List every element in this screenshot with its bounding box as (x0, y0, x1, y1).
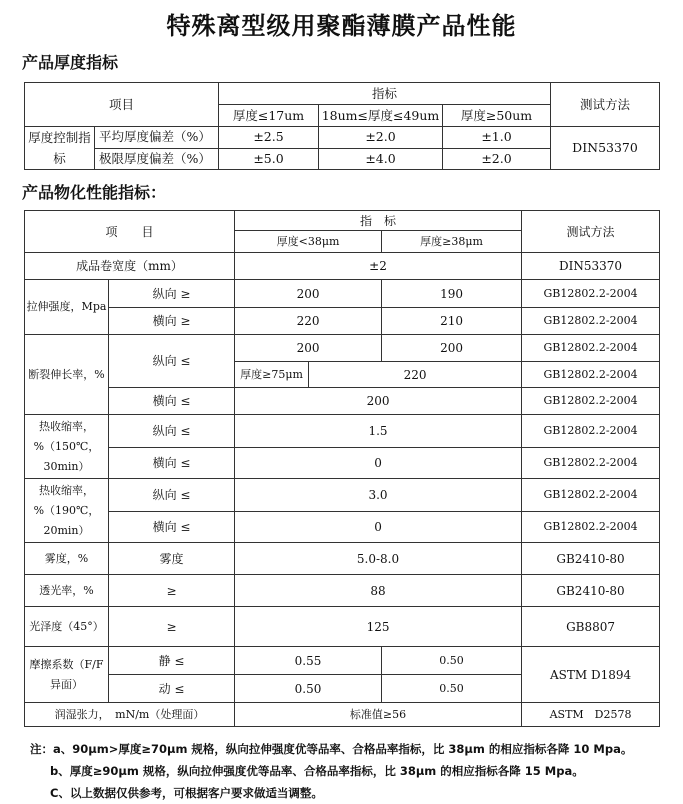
test-method-value: GB8807 (522, 607, 660, 647)
row-label: 极限厚度偏差（%） (95, 148, 219, 170)
cell-value: 88 (235, 575, 522, 607)
header-test-method: 测试方法 (522, 211, 660, 253)
section-heading-thickness: 产品厚度指标 (22, 53, 119, 72)
header-indicator: 指标 (219, 83, 551, 105)
direction-td: 横向 ≤ (109, 388, 235, 415)
cell-value: ±2.0 (319, 127, 443, 149)
col-thin: 厚度<38μm (235, 231, 382, 253)
direction-md: 纵向 ≥ (109, 280, 235, 308)
cell-value: 0.50 (235, 675, 382, 703)
row-group-label: 厚度控制指标 (25, 127, 95, 170)
direction-md: 纵向 ≤ (109, 335, 235, 388)
cell-value: 210 (382, 308, 522, 335)
direction-md: 纵向 ≤ (109, 479, 235, 512)
direction-td: 横向 ≤ (109, 512, 235, 543)
col-thick: 厚度≥38μm (382, 231, 522, 253)
test-method-value: GB12802.2-2004 (522, 415, 660, 448)
test-method-value: GB2410-80 (522, 575, 660, 607)
test-method-value: DIN53370 (551, 127, 660, 170)
cell-value: 200 (235, 335, 382, 362)
direction-td: 横向 ≥ (109, 308, 235, 335)
cell-value: 0.50 (382, 675, 522, 703)
header-item: 项 目 (25, 211, 235, 253)
cell-value: 190 (382, 280, 522, 308)
note-a: 注：a、90μm>厚度≥70μm 规格，纵向拉伸强度优等品率、合格品率指标，比 38μm 的相应指标各降 10 Mpa。 (30, 742, 633, 756)
width-value: ±2 (235, 253, 522, 280)
friction-static: 静 ≤ (109, 647, 235, 675)
header-test-method: 测试方法 (551, 83, 660, 127)
cell-value: 0.50 (382, 647, 522, 675)
cell-value: 0.55 (235, 647, 382, 675)
haze-label: 雾度，% (25, 543, 109, 575)
cell-value: ±2.0 (443, 148, 551, 170)
transmittance-sub: ≥ (109, 575, 235, 607)
cell-value: 220 (309, 362, 522, 388)
test-method-value: GB12802.2-2004 (522, 448, 660, 479)
direction-td: 横向 ≤ (109, 448, 235, 479)
wetting-tension-label: 润湿张力， mN/m（处理面） (25, 703, 235, 727)
note-b: b、厚度≥90μm 规格，纵向拉伸强度优等品率、合格品率指标，比 38μm 的相应指标各降 15 Mpa。 (50, 764, 584, 778)
thickness-condition: 厚度≥75μm (235, 362, 309, 388)
cell-value: 3.0 (235, 479, 522, 512)
tensile-label: 拉伸强度，Mpa (25, 280, 109, 335)
cell-value: 标准值≥56 (235, 703, 522, 727)
test-method-value: ASTM D1894 (522, 647, 660, 703)
test-method-value: GB12802.2-2004 (522, 362, 660, 388)
test-method-value: GB12802.2-2004 (522, 335, 660, 362)
transmittance-label: 透光率，% (25, 575, 109, 607)
col-thin: 厚度≤17um (219, 105, 319, 127)
notes (30, 738, 680, 804)
shrinkage-190-label: 热收缩率，%（190℃，20min） (25, 479, 109, 543)
test-method-value: GB12802.2-2004 (522, 308, 660, 335)
physical-properties-table (24, 210, 660, 727)
friction-dynamic: 动 ≤ (109, 675, 235, 703)
haze-sub: 雾度 (109, 543, 235, 575)
cell-value: 125 (235, 607, 522, 647)
section-heading-physical: 产品物化性能指标： (22, 183, 167, 202)
col-thick: 厚度≥50um (443, 105, 551, 127)
row-label: 平均厚度偏差（%） (95, 127, 219, 149)
cell-value: ±1.0 (443, 127, 551, 149)
cell-value: 220 (235, 308, 382, 335)
thickness-table (24, 82, 660, 170)
test-method-value: GB12802.2-2004 (522, 280, 660, 308)
cell-value: 1.5 (235, 415, 522, 448)
cell-value: 200 (382, 335, 522, 362)
test-method-value: ASTM D2578 (522, 703, 660, 727)
elongation-label: 断裂伸长率，% (25, 335, 109, 415)
cell-value: 5.0-8.0 (235, 543, 522, 575)
test-method-value: GB12802.2-2004 (522, 479, 660, 512)
header-indicator: 指 标 (235, 211, 522, 231)
document-title: 特殊离型级用聚酯薄膜产品性能 (166, 12, 517, 40)
direction-md: 纵向 ≤ (109, 415, 235, 448)
friction-label: 摩擦系数（F/F 异面） (25, 647, 109, 703)
header-item: 项目 (25, 83, 219, 127)
test-method-value: GB12802.2-2004 (522, 512, 660, 543)
cell-value: 0 (235, 448, 522, 479)
cell-value: 200 (235, 280, 382, 308)
cell-value: ±5.0 (219, 148, 319, 170)
note-c: C、以上数据仅供参考，可根据客户要求做适当调整。 (50, 786, 323, 800)
col-mid: 18um≤厚度≤49um (319, 105, 443, 127)
gloss-label: 光泽度（45°） (25, 607, 109, 647)
shrinkage-150-label: 热收缩率，%（150℃，30min） (25, 415, 109, 479)
gloss-sub: ≥ (109, 607, 235, 647)
width-method: DIN53370 (522, 253, 660, 280)
cell-value: 200 (235, 388, 522, 415)
cell-value: ±4.0 (319, 148, 443, 170)
test-method-value: GB12802.2-2004 (522, 388, 660, 415)
width-label: 成品卷宽度（mm） (25, 253, 235, 280)
cell-value: ±2.5 (219, 127, 319, 149)
test-method-value: GB2410-80 (522, 543, 660, 575)
cell-value: 0 (235, 512, 522, 543)
